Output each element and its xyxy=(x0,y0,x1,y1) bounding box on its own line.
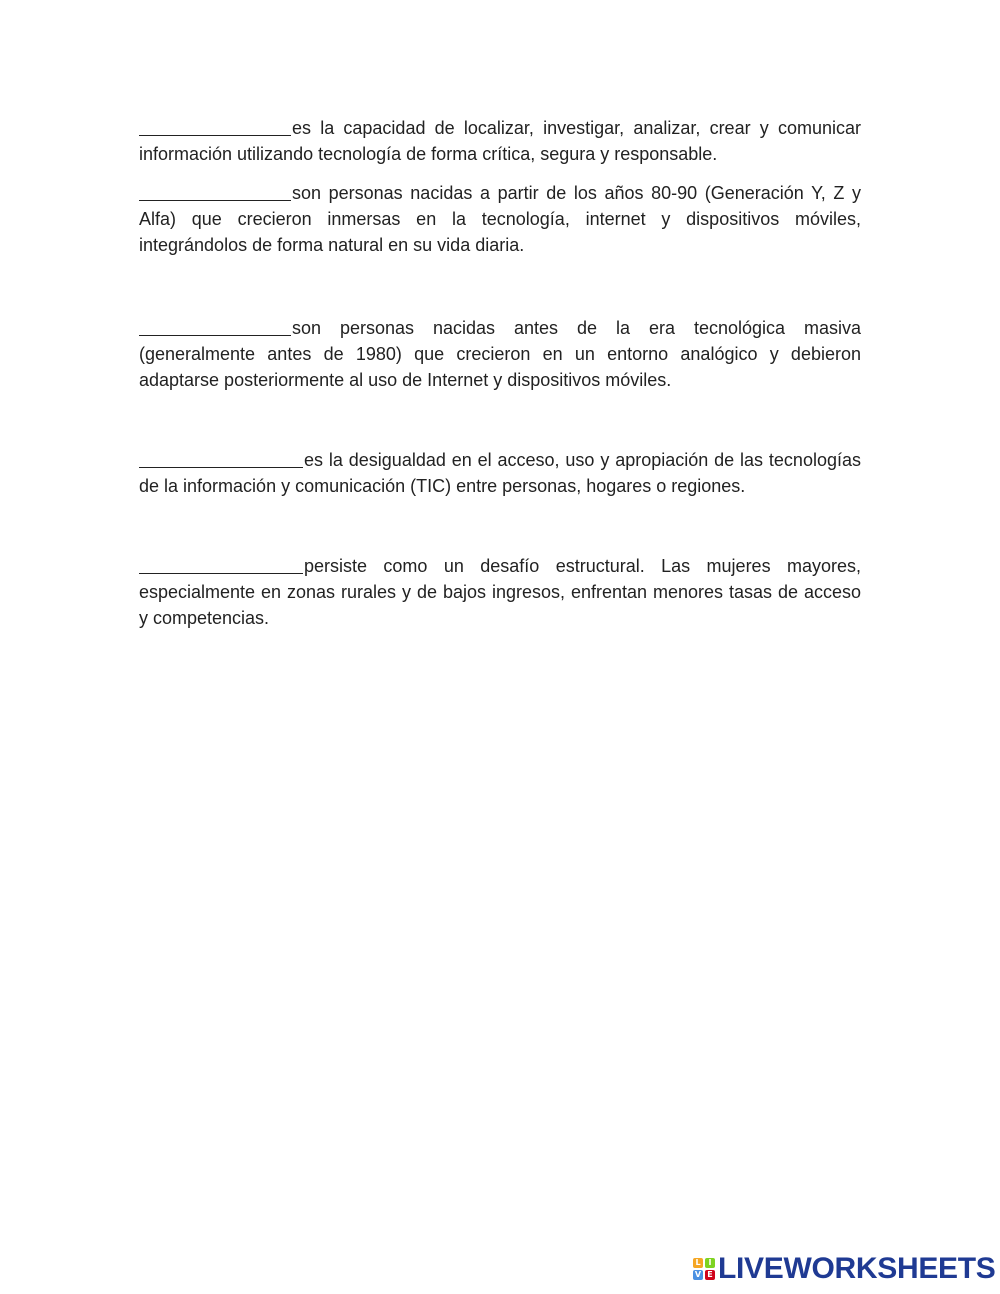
item-text-4: es la desigualdad en el acceso, uso y apropiación de las tecnologías de la información y comunicación (TIC) entre personas, hogares o regiones. xyxy=(139,450,861,496)
logo-tile-v: V xyxy=(694,1270,702,1279)
worksheet-body xyxy=(139,114,861,631)
liveworksheets-logo xyxy=(693,1254,996,1284)
item-text-5: persiste como un desafío estructural. Las mujeres mayores, especialmente en zonas rurales y de bajos ingresos, enfrentan menores tasas de acceso y competencias. xyxy=(139,556,861,628)
logo-tile-l: L xyxy=(693,1258,703,1268)
fill-in-item-5 xyxy=(139,552,861,631)
logo-tiles-icon xyxy=(693,1258,715,1280)
item-text-1: es la capacidad de localizar, investigar, analizar, crear y comunicar información utilizando tecnología de forma crítica, segura y responsable. xyxy=(139,118,861,164)
answer-blank-2[interactable] xyxy=(139,181,291,201)
logo-wordmark: LIVEWORKSHEETS xyxy=(718,1252,996,1285)
logo-tile-i: I xyxy=(705,1258,715,1268)
item-text-3: son personas nacidas antes de la era tecnológica masiva (generalmente antes de 1980) que crecieron en un entorno analógico y debieron adaptarse posteriormente al uso de Internet y dispositivos móviles. xyxy=(139,318,861,390)
fill-in-item-4 xyxy=(139,446,861,499)
answer-blank-5[interactable] xyxy=(139,554,303,574)
answer-blank-3[interactable] xyxy=(139,316,291,336)
fill-in-item-1 xyxy=(139,114,861,167)
fill-in-item-2 xyxy=(139,179,861,258)
item-text-2: son personas nacidas a partir de los años 80-90 (Generación Y, Z y Alfa) que crecieron inmersas en la tecnología, internet y dispositivos móviles, integrándolos de forma natural en su vida diaria. xyxy=(139,183,861,255)
logo-tile-e: E xyxy=(705,1270,715,1280)
fill-in-item-3 xyxy=(139,314,861,393)
answer-blank-4[interactable] xyxy=(139,448,303,468)
answer-blank-1[interactable] xyxy=(139,116,291,136)
